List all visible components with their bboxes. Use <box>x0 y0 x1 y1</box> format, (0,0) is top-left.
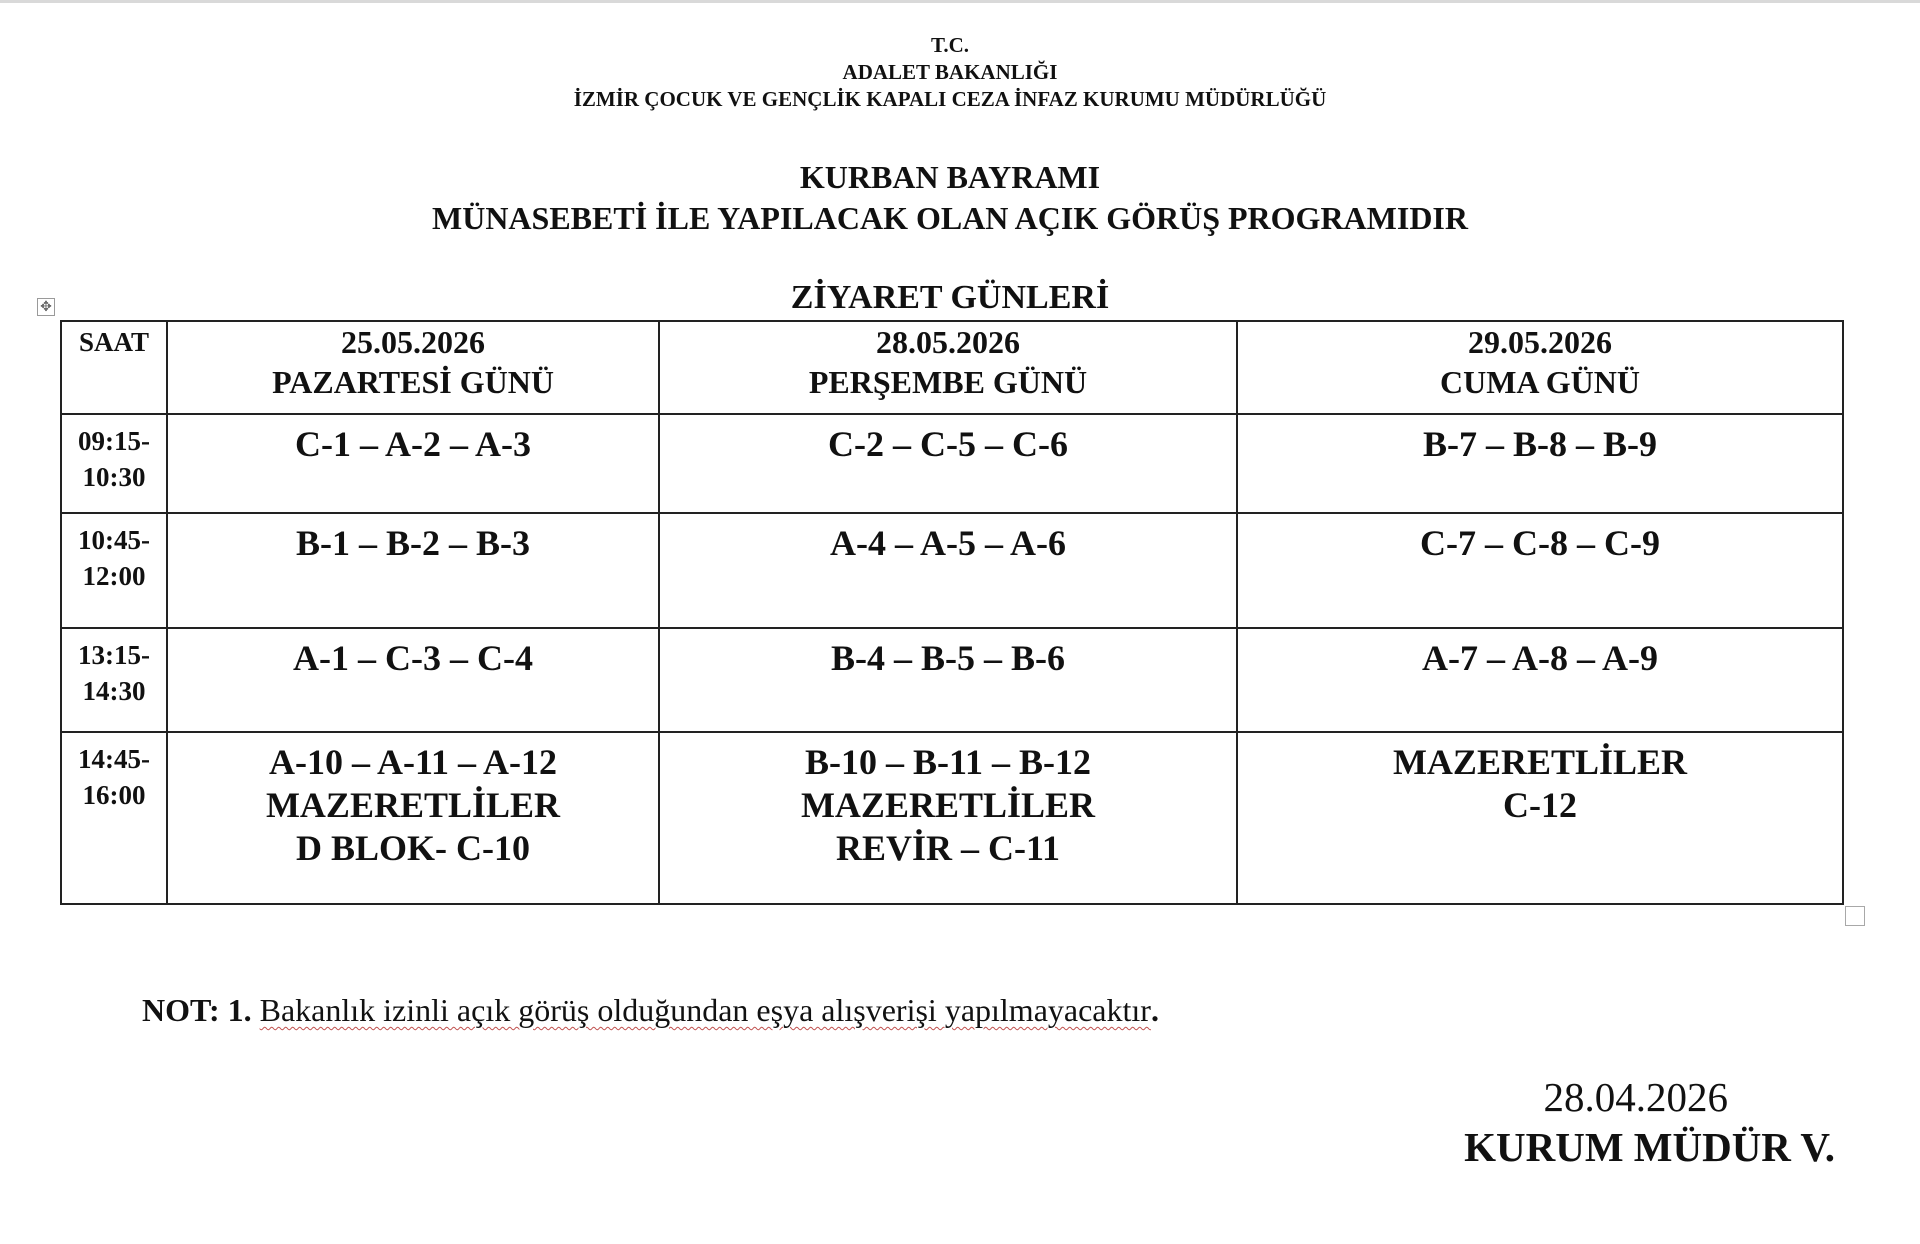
note-end: . <box>1150 992 1159 1028</box>
time-start: 13:15- <box>78 640 150 670</box>
day-header-thursday <box>659 321 1237 414</box>
schedule-cell <box>167 628 659 732</box>
time-column-header: SAAT <box>61 321 167 414</box>
page-top-border <box>0 0 1920 3</box>
table-header-row <box>61 321 1843 414</box>
header-line-2: ADALET BAKANLIĞI <box>842 60 1058 84</box>
ward-group: C-12 <box>1503 785 1577 825</box>
time-slot-cell <box>61 513 167 628</box>
schedule-cell <box>659 414 1237 513</box>
header-line-3: İZMİR ÇOCUK VE GENÇLİK KAPALI CEZA İNFAZ KURUMU MÜDÜRLÜĞÜ <box>573 87 1327 111</box>
day-name: CUMA GÜNÜ <box>1440 364 1640 400</box>
document-title <box>0 157 1900 239</box>
resize-square-icon[interactable] <box>1845 906 1865 926</box>
table-row <box>61 414 1843 513</box>
move-arrows-icon[interactable]: ✥ <box>37 298 55 316</box>
schedule-cell <box>659 628 1237 732</box>
ward-group: MAZERETLİLER <box>265 785 561 825</box>
day-date: 28.05.2026 <box>876 324 1020 360</box>
schedule-cell <box>1237 513 1843 628</box>
time-slot-cell <box>61 732 167 904</box>
schedule-cell <box>167 414 659 513</box>
table-caption: ZİYARET GÜNLERİ <box>790 279 1110 316</box>
ward-group: C-1 – A-2 – A-3 <box>295 424 531 464</box>
ward-group: B-1 – B-2 – B-3 <box>296 523 530 563</box>
ward-group: MAZERETLİLER <box>800 785 1096 825</box>
ward-group: B-4 – B-5 – B-6 <box>831 638 1065 678</box>
ward-group: A-7 – A-8 – A-9 <box>1422 638 1658 678</box>
time-start: 09:15- <box>78 426 150 456</box>
ward-group: C-7 – C-8 – C-9 <box>1420 523 1660 563</box>
ward-group: B-7 – B-8 – B-9 <box>1423 424 1657 464</box>
schedule-cell <box>167 732 659 904</box>
visit-schedule-table <box>60 320 1844 905</box>
ward-group: REVİR – C-11 <box>835 828 1060 868</box>
signature-date: 28.04.2026 <box>1543 1074 1728 1120</box>
ward-group: B-10 – B-11 – B-12 <box>804 742 1091 782</box>
time-slot-cell <box>61 628 167 732</box>
note-label: NOT: 1. <box>142 992 252 1028</box>
schedule-cell <box>659 513 1237 628</box>
time-slot-cell <box>61 414 167 513</box>
schedule-cell <box>1237 732 1843 904</box>
title-line-2: MÜNASEBETİ İLE YAPILACAK OLAN AÇIK GÖRÜŞ PROGRAMIDIR <box>432 200 1468 236</box>
day-date: 29.05.2026 <box>1468 324 1612 360</box>
ward-group: C-2 – C-5 – C-6 <box>828 424 1068 464</box>
ward-group: MAZERETLİLER <box>1392 742 1688 782</box>
time-start: 10:45- <box>78 525 150 555</box>
day-header-monday <box>167 321 659 414</box>
note-text: Bakanlık izinli açık görüş olduğundan eşya alışverişi yapılmayacaktır <box>259 992 1151 1028</box>
table-row <box>61 732 1843 904</box>
time-end: 12:00 <box>82 561 146 591</box>
ward-group: D BLOK- C-10 <box>296 828 530 868</box>
day-name: PAZARTESİ GÜNÜ <box>272 364 554 400</box>
day-header-friday <box>1237 321 1843 414</box>
signature-title: KURUM MÜDÜR V. <box>1464 1124 1835 1170</box>
ward-group: A-4 – A-5 – A-6 <box>830 523 1066 563</box>
ward-group: A-1 – C-3 – C-4 <box>293 638 533 678</box>
time-end: 14:30 <box>82 676 146 706</box>
table-row <box>61 628 1843 732</box>
time-end: 10:30 <box>82 462 146 492</box>
document-header <box>0 32 1900 113</box>
note-paragraph <box>142 990 1159 1030</box>
schedule-cell <box>167 513 659 628</box>
time-start: 14:45- <box>78 744 150 774</box>
schedule-cell <box>1237 414 1843 513</box>
signature-block <box>1400 1072 1860 1172</box>
day-name: PERŞEMBE GÜNÜ <box>808 364 1088 400</box>
title-line-1: KURBAN BAYRAMI <box>799 159 1101 195</box>
schedule-cell <box>659 732 1237 904</box>
schedule-cell <box>1237 628 1843 732</box>
ward-group: A-10 – A-11 – A-12 <box>269 742 557 782</box>
time-end: 16:00 <box>82 780 146 810</box>
day-date: 25.05.2026 <box>341 324 485 360</box>
header-line-1: T.C. <box>930 33 970 57</box>
table-row <box>61 513 1843 628</box>
